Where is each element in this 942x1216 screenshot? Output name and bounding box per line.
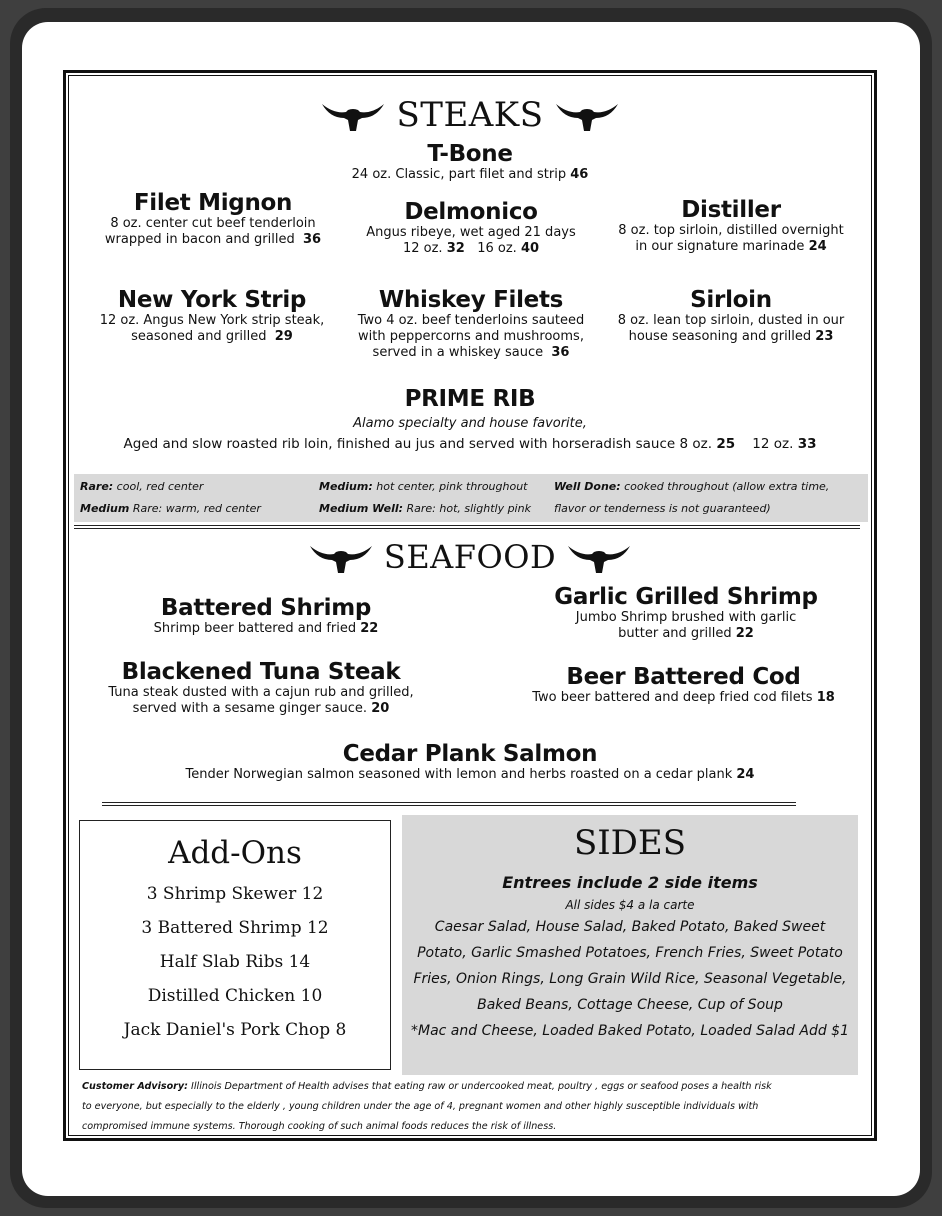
menu-item-beer-battered-cod [506,664,861,706]
doneness-text: cool, red center [113,480,204,493]
advisory-text: Illinois Department of Health advises that eating raw or undercooked meat, poultry , eggs or seafood poses a health risk [188,1081,772,1092]
doneness-guide [74,474,868,522]
item-desc: Two 4 oz. beef tenderloins sauteed [357,313,585,328]
item-desc: with peppercorns and mushrooms, [358,329,584,344]
steaks-title: STEAKS [396,95,544,135]
item-desc: in our signature marinade [635,239,805,254]
item-desc: 8 oz. center cut beef tenderloin [110,216,316,231]
item-tagline: Alamo specialty and house favorite, [353,416,587,431]
item-price: 23 [815,329,834,344]
longhorn-skull-icon [320,98,386,132]
longhorn-skull-icon [554,98,620,132]
advisory-text: to everyone, but especially to the elderly , young children under the age of 4, pregnant women and other highly susceptible individuals with [82,1101,759,1112]
list-item: Caesar Salad, House Salad, Baked Potato, Baked Sweet [434,919,826,935]
item-desc: 12 oz. Angus New York strip steak, [99,313,325,328]
menu-item-blackened-tuna-steak [81,659,441,717]
menu-sheet [63,70,877,1141]
item-price: 32 [446,241,465,256]
item-price: 22 [360,621,379,636]
list-item: Baked Beans, Cottage Cheese, Cup of Soup [477,997,783,1013]
list-item: 3 Battered Shrimp 12 [141,918,329,938]
doneness-text: Rare: hot, slightly pink [403,502,531,515]
item-name: PRIME RIB [404,386,536,412]
item-name: Blackened Tuna Steak [121,659,401,685]
item-name: Filet Mignon [133,190,293,216]
item-price: 46 [570,167,589,182]
item-name: Whiskey Filets [378,287,564,313]
item-desc: house seasoning and grilled [628,329,812,344]
item-name: Sirloin [690,287,772,313]
doneness-label: Medium [80,502,130,515]
doneness-text: cooked throughout (allow extra time, [620,480,830,493]
item-desc: served in a whiskey sauce [372,345,544,360]
item-desc: wrapped in bacon and grilled [104,232,295,247]
section-divider [102,802,796,806]
addons-title: Add-Ons [168,835,302,871]
item-price: 22 [735,626,754,641]
item-name: Battered Shrimp [160,595,372,621]
item-price: 18 [816,690,835,705]
list-item: Half Slab Ribs 14 [159,952,311,972]
item-price: 24 [808,239,827,254]
longhorn-skull-icon [566,540,632,574]
item-size: 12 oz. [402,241,443,256]
item-name: Garlic Grilled Shrimp [554,584,818,610]
list-item: 3 Shrimp Skewer 12 [146,884,324,904]
doneness-text: hot center, pink throughout [372,480,528,493]
item-desc: served with a sesame ginger sauce. [132,701,368,716]
sides-box [402,815,858,1075]
item-size: 16 oz. [477,241,517,256]
menu-item-tbone [66,141,874,183]
item-desc: 24 oz. Classic, part filet and strip [351,167,567,182]
sides-title: SIDES [573,823,687,863]
item-price: 36 [551,345,570,360]
doneness-text: flavor or tenderness is not guaranteed) [554,502,771,515]
doneness-label: Well Done: [554,480,621,493]
item-price: 40 [520,241,540,256]
item-desc: Aged and slow roasted rib loin, finished au jus and served with horseradish sauce 8 oz. [123,436,713,452]
item-price: 25 [716,436,736,452]
menu-item-new-york-strip [76,287,348,345]
item-desc: Two beer battered and deep fried cod filets [532,690,813,705]
menu-item-whiskey-filets [336,287,606,361]
doneness-label: Medium Well: [319,502,404,515]
doneness-text: Rare: warm, red center [129,502,261,515]
menu-item-prime-rib [66,386,874,452]
advisory-text: compromised immune systems. Thorough cooking of such animal foods reduces the risk of illness. [82,1121,557,1132]
menu-item-sirloin [594,287,868,345]
item-name: Cedar Plank Salmon [342,741,598,767]
item-name: Beer Battered Cod [566,664,801,690]
seafood-title: SEAFOOD [383,538,557,576]
list-item: *Mac and Cheese, Loaded Baked Potato, Loaded Salad Add $1 [411,1023,849,1039]
steaks-heading [66,95,874,135]
item-price: 29 [274,329,293,344]
item-price: 20 [371,701,390,716]
item-name: Delmonico [404,199,538,225]
item-desc: Tender Norwegian salmon seasoned with lemon and herbs roasted on a cedar plank [185,767,733,782]
item-desc: butter and grilled [618,626,732,641]
list-item: Fries, Onion Rings, Long Grain Wild Rice, Seasonal Vegetable, [413,971,847,987]
doneness-label: Medium: [319,480,373,493]
seafood-heading [66,538,874,576]
menu-item-battered-shrimp [116,595,416,637]
item-desc: Jumbo Shrimp brushed with garlic [575,610,797,625]
menu-item-garlic-grilled-shrimp [521,584,851,642]
item-desc: seasoned and grilled [131,329,267,344]
customer-advisory [82,1077,862,1137]
item-price: 36 [302,232,322,247]
item-name: New York Strip [117,287,307,313]
list-item: Distilled Chicken 10 [147,986,323,1006]
longhorn-skull-icon [308,540,374,574]
item-price: 33 [797,436,817,452]
menu-item-filet-mignon [78,190,348,248]
list-item: Jack Daniel's Pork Chop 8 [123,1020,347,1040]
sides-list [402,914,858,1044]
sides-alacarte: All sides $4 a la carte [565,898,695,912]
item-desc: Shrimp beer battered and fried [153,621,357,636]
menu-item-cedar-plank-salmon [66,741,874,783]
list-item: Potato, Garlic Smashed Potatoes, French Fries, Sweet Potato [417,945,843,961]
item-desc: Tuna steak dusted with a cajun rub and grilled, [108,685,414,700]
addons-box [79,820,391,1070]
item-price: 24 [736,767,755,782]
doneness-label: Rare: [80,480,114,493]
item-desc: 8 oz. top sirloin, distilled overnight [618,223,844,238]
menu-item-delmonico [336,199,606,257]
item-name: Distiller [681,197,781,223]
item-desc: Angus ribeye, wet aged 21 days [366,225,576,240]
item-desc: 8 oz. lean top sirloin, dusted in our [617,313,845,328]
item-name: T-Bone [427,141,513,167]
item-size: 12 oz. [752,436,794,452]
addons-list [80,877,390,1047]
section-divider [74,525,860,529]
sides-includes: Entrees include 2 side items [502,873,758,892]
advisory-label: Customer Advisory: [82,1081,188,1092]
menu-item-distiller [596,197,866,255]
